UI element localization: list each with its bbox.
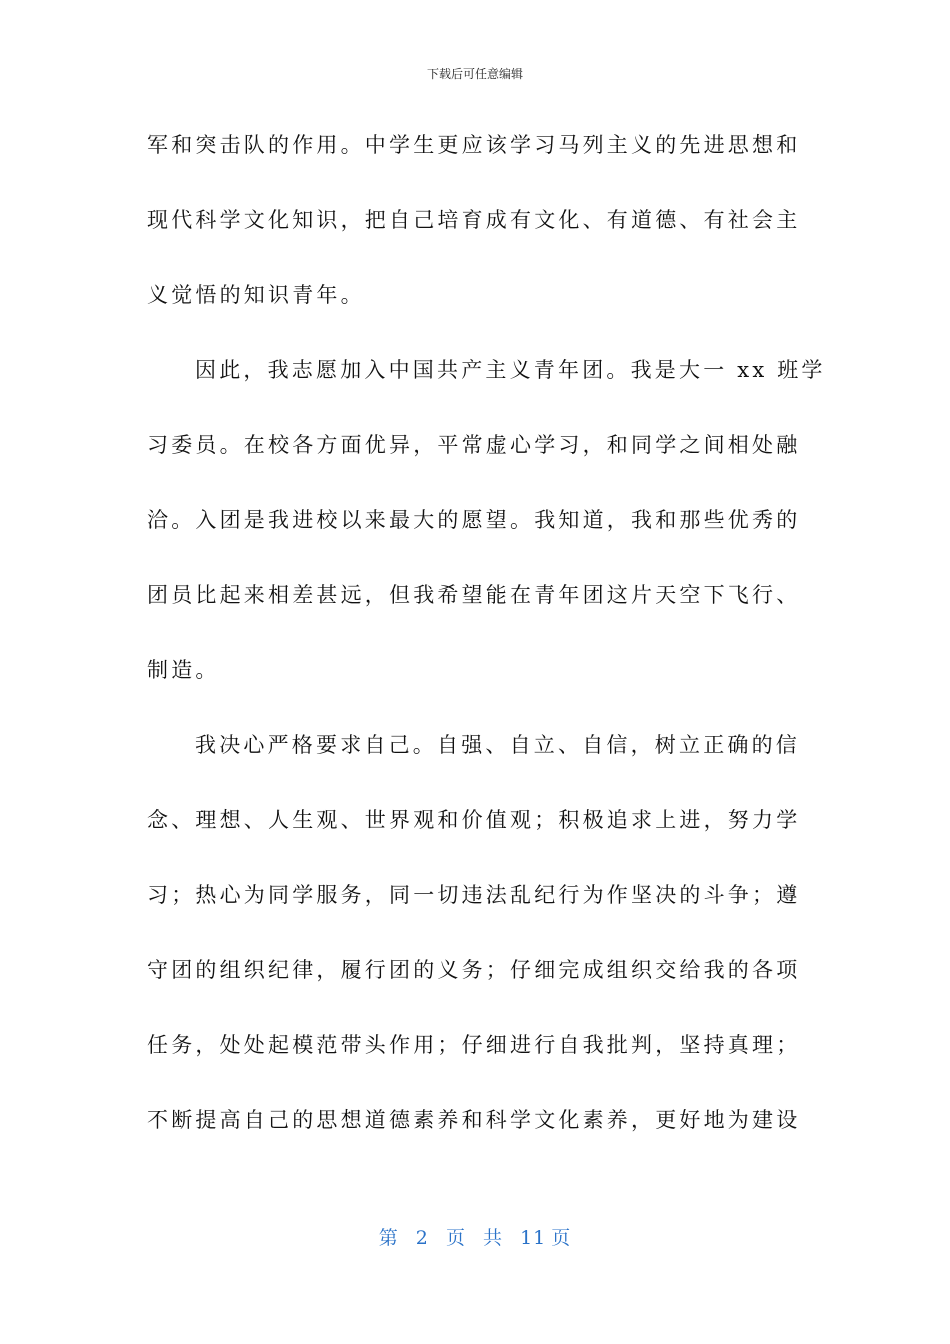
paragraph-start-line: 因此，我志愿加入中国共产主义青年团。我是大一 xx 班学 <box>195 358 826 382</box>
page-header: 下载后可任意编辑 <box>426 67 523 81</box>
footer-label-ye2: 页 <box>551 1227 572 1249</box>
total-page-count: 11 <box>520 1227 547 1249</box>
body-line: 守团的组织纪律，履行团的义务；仔细完成组织交给我的各项 <box>147 958 801 982</box>
footer-label-ye: 页 <box>445 1227 466 1249</box>
footer-label-di: 第 <box>378 1227 399 1249</box>
body-line: 制造。 <box>147 658 220 682</box>
body-line: 团员比起来相差甚远，但我希望能在青年团这片天空下飞行、 <box>147 583 801 607</box>
page-footer <box>0 1226 950 1250</box>
body-line: 不断提高自己的思想道德素养和科学文化素养，更好地为建设 <box>147 1108 801 1132</box>
document-body <box>147 108 826 1158</box>
body-line: 任务，处处起模范带头作用；仔细进行自我批判，坚持真理； <box>147 1033 801 1057</box>
body-line: 习委员。在校各方面优异，平常虚心学习，和同学之间相处融 <box>147 433 801 457</box>
body-line: 现代科学文化知识，把自己培育成有文化、有道德、有社会主 <box>147 208 801 232</box>
current-page-number: 2 <box>415 1227 429 1249</box>
body-line: 习；热心为同学服务，同一切违法乱纪行为作坚决的斗争；遵 <box>147 883 801 907</box>
footer-label-gong: 共 <box>483 1227 504 1249</box>
body-line: 念、理想、人生观、世界观和价值观；积极追求上进，努力学 <box>147 808 801 832</box>
body-line: 洽。入团是我进校以来最大的愿望。我知道，我和那些优秀的 <box>147 508 801 532</box>
body-line: 义觉悟的知识青年。 <box>147 283 365 307</box>
body-line: 军和突击队的作用。中学生更应该学习马列主义的先进思想和 <box>147 133 801 157</box>
paragraph-start-line: 我决心严格要求自己。自强、自立、自信，树立正确的信 <box>195 733 800 757</box>
